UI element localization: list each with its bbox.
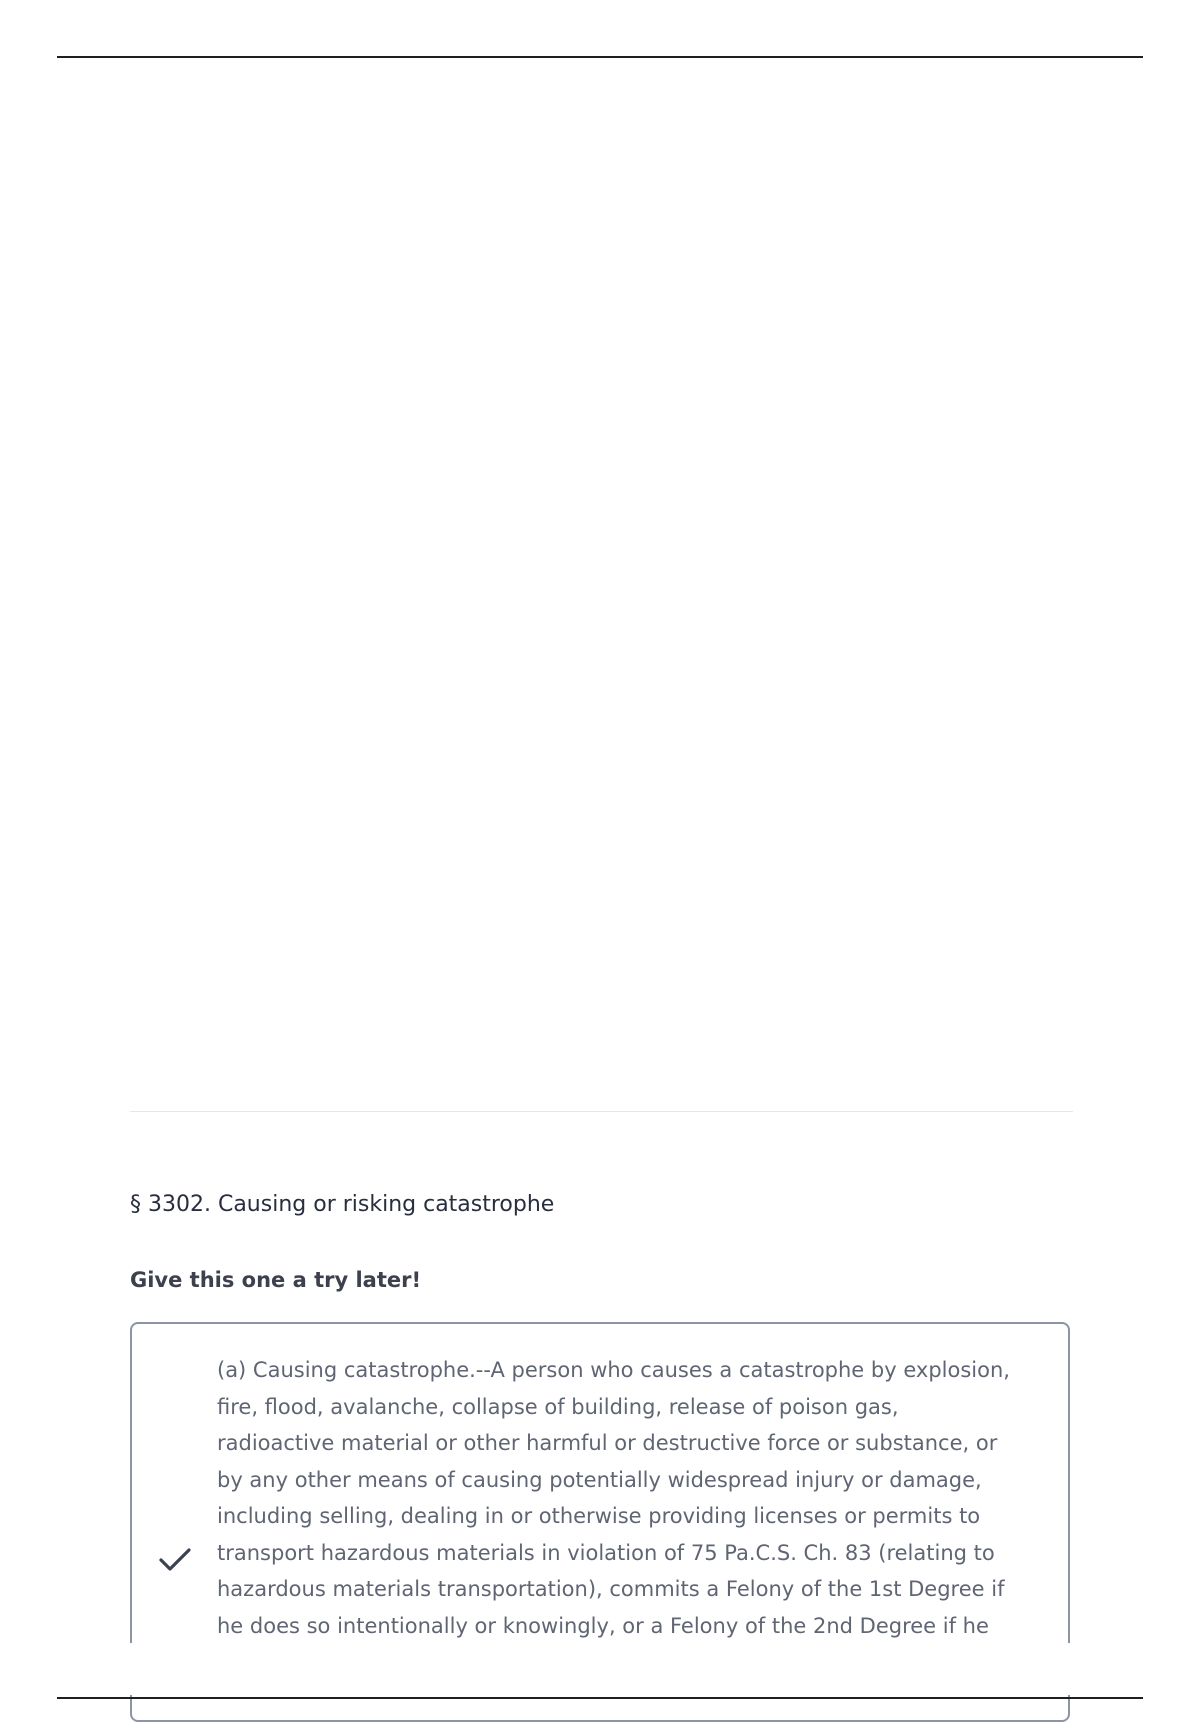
- answer-line: radioactive material or other harmful or destructive force or substance, or: [217, 1431, 998, 1455]
- answer-line: including selling, dealing in or otherwise providing licenses or permits to: [217, 1504, 981, 1528]
- checkmark-icon: [158, 1546, 192, 1574]
- answer-line: by any other means of causing potentially widespread injury or damage,: [217, 1467, 982, 1492]
- answer-line: (a) Causing catastrophe.--A person who causes a catastrophe by explosion,: [217, 1358, 1010, 1382]
- page-top-rule: [57, 56, 1143, 58]
- section-divider: [130, 1111, 1073, 1112]
- answer-line: hazardous materials transportation), commits a Felony of the 1st Degree if: [217, 1577, 1005, 1601]
- answer-text: [217, 1352, 1057, 1644]
- answer-line: transport hazardous materials in violation of 75 Pa.C.S. Ch. 83 (relating to: [217, 1540, 995, 1565]
- hint-text: Give this one a try later!: [130, 1268, 422, 1292]
- answer-line: fire, flood, avalanche, collapse of building, release of poison gas,: [217, 1394, 899, 1419]
- page-bottom-margin: [0, 1643, 1200, 1695]
- page-bottom-rule: [57, 1697, 1143, 1699]
- answer-line: he does so intentionally or knowingly, or a Felony of the 2nd Degree if he: [217, 1613, 989, 1638]
- question-title: § 3302. Causing or risking catastrophe: [130, 1192, 555, 1217]
